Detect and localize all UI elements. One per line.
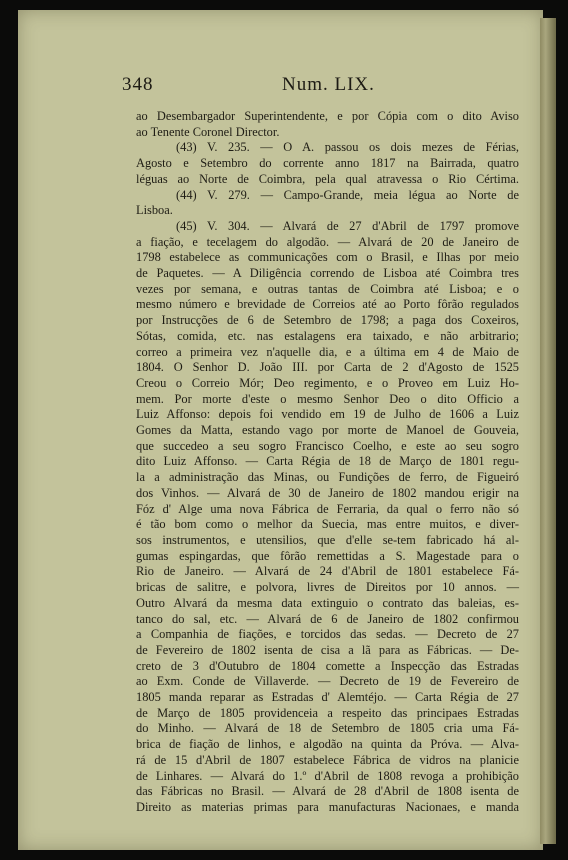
text-line: brica de fiação de linhos, e algodão na quinta da Próva. — Alva-: [136, 737, 519, 752]
text-line: ao Desembargador Superintendente, e por Cópia com o dito Aviso: [136, 109, 519, 123]
running-title: Num. LIX.: [282, 74, 375, 95]
text-line: 1805 manda reparar as Estradas d' Alemtéjo. — Carta Régia de 27: [136, 690, 519, 705]
text-line: ao Tenente Coronel Director.: [136, 124, 280, 139]
text-line: que succedeo a seu sogro Francisco Coelho, e este ao seu sogro: [136, 438, 519, 453]
text-line: (43) V. 235. — O A. passou os dois mezes de Férias,: [176, 140, 519, 155]
text-line: 1804. O Senhor D. João III. por Carta de 2 d'Agosto de 1525: [136, 360, 519, 375]
text-line: rá de 15 d'Abril de 1807 estabelece Fábrica de vidros na planicie: [136, 752, 519, 767]
text-line: Agosto e Setembro do corrente anno 1817 na Bairrada, quatro: [136, 156, 519, 171]
text-line: do Minho. — Alvará de 18 de Setembro de 1805 cria uma Fá-: [136, 721, 519, 736]
text-line: é tão bom como o melhor da Suecia, mas entre muitos, e diver-: [136, 517, 519, 532]
text-line: creto de 3 d'Outubro de 1804 comette a Inspecção das Estradas: [136, 658, 519, 673]
text-line: dito Luiz Affonso. — Carta Régia de 18 de Março de 1801 regu-: [136, 454, 519, 469]
text-line: ao Exm. Conde de Villaverde. — Decreto de 19 de Fevereiro de: [136, 674, 519, 689]
text-line: Direito as materias primas para manufacturas Nacionaes, e manda: [136, 799, 519, 814]
text-line: (45) V. 304. — Alvará de 27 d'Abril de 1797 promove: [176, 218, 519, 233]
text-line: de Paquetes. — A Diligência correndo de Lisboa até Coimbra tres: [136, 266, 519, 281]
page-edge: [540, 18, 556, 844]
text-line: 1798 estabelece as communicações com o Brasil, e Ilhas por meio: [136, 250, 519, 265]
text-line: Lisboa.: [136, 203, 173, 218]
text-line: Gomes da Matta, estando vago por morte de Manoel de Gouveia,: [136, 423, 519, 438]
text-line: bricas de salitre, e polvora, livres de Direitos por 10 annos. —: [136, 580, 519, 595]
page-header: [122, 74, 518, 98]
text-line: sos instrumentos, e utensilios, que d'elle se-tem fabricado há al-: [136, 532, 519, 547]
text-line: la a administração das Minas, ou Fundições de ferro, de Figueiró: [136, 470, 519, 485]
text-line: mem. Por morte d'este o mesmo Senhor Deo o dito Officio a: [136, 391, 519, 406]
text-line: (44) V. 279. — Campo-Grande, meia légua ao Norte de: [176, 187, 519, 202]
text-line: Fóz d' Alge uma nova Fábrica de Ferraria, da qual o ferro não só: [136, 501, 519, 516]
text-line: a Companhia de fiações, e torcidos das sedas. — Decreto de 27: [136, 627, 519, 642]
text-line: a fiação, e tecelagem do algodão. — Alvará de 20 de Janeiro de: [136, 234, 519, 249]
text-line: Creou o Correio Mór; Deo regimento, e o Proveo em Luiz Ho-: [136, 375, 519, 390]
text-line: de Fevereiro de 1802 isenta de cisa a lã para as Fábricas. — De-: [136, 642, 519, 657]
text-line: de Linhares. — Alvará do 1.º d'Abril de 1808 revoga a prohibição: [136, 768, 519, 783]
text-line: Sótas, comida, etc. nas estalagens era taixado, e não arbitrario;: [136, 328, 519, 343]
text-line: vezes por semana, e outras tantas de Coimbra até Lisboa; e o: [136, 281, 519, 296]
text-line: léguas ao Norte de Coimbra, pela qual atravessa o Rio Cértima.: [136, 171, 519, 186]
text-line: por Instrucções de 6 de Setembro de 1798; a paga dos Coxeiros,: [136, 313, 519, 328]
text-line: Luiz Affonso: depois foi vendido em 19 de Julho de 1606 a Luiz: [136, 407, 519, 422]
text-line: dos Vinhos. — Alvará de 30 de Janeiro de 1802 mandou erigir na: [136, 485, 519, 500]
text-line: correo a primeira vez n'aquelle dia, e a última em 4 de Maio de: [136, 344, 519, 359]
text-line: de Março de 1805 providenceia a respeito das principaes Estradas: [136, 705, 519, 720]
text-line: Outro Alvará da mesma data extinguio o contrato das baleias, es-: [136, 595, 519, 610]
text-line: das Fábricas no Brasil. — Alvará de 28 d'Abril de 1808 isenta de: [136, 784, 519, 799]
text-line: Rio de Janeiro. — Alvará de 24 d'Abril de 1801 estabelece Fá-: [136, 564, 519, 579]
text-line: gumas espingardas, que fôrão remettidas a S. Magestade para o: [136, 548, 519, 563]
notes-text: [136, 109, 519, 816]
text-line: mesmo número e brevidade de Correios até ao Porto fôrão regulados: [136, 297, 519, 312]
page-number: 348: [122, 74, 154, 95]
text-line: tanco do sal, etc. — Alvará de 6 de Janeiro de 1802 confirmou: [136, 611, 519, 626]
